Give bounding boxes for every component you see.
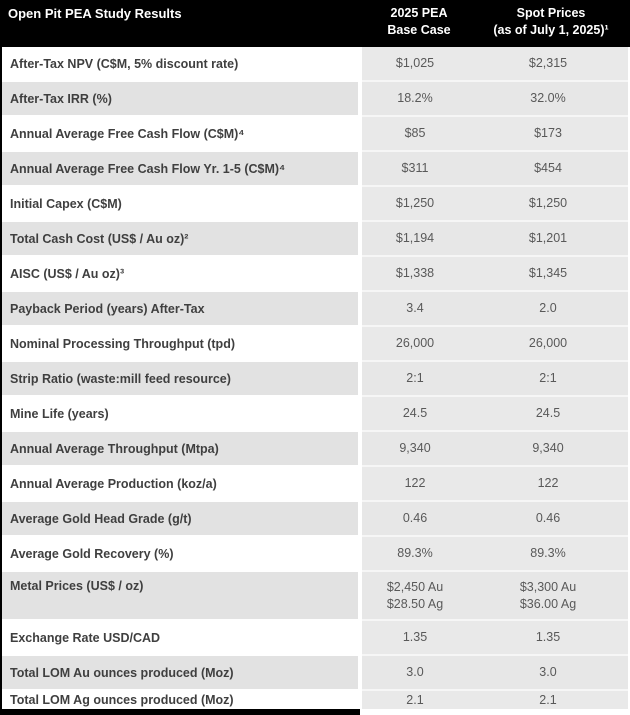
value-base-case (362, 537, 468, 572)
value-spot-price (468, 691, 628, 709)
footer-black-bar (0, 709, 360, 715)
value-base-case (362, 467, 468, 502)
table-title: Open Pit PEA Study Results (8, 6, 182, 21)
value-line1: 24.5 (402, 406, 428, 420)
value-line1: 1.35 (535, 630, 561, 644)
value-line1: 26,000 (395, 336, 435, 350)
value-line1: $1,250 (395, 196, 435, 210)
row-label: AISC (US$ / Au oz)³ (2, 257, 358, 292)
value-spot-price (468, 537, 628, 572)
value-base-case (362, 502, 468, 537)
value-line1: 2.1 (539, 692, 557, 707)
value-line1: 3.0 (406, 665, 424, 679)
row-label: Total Cash Cost (US$ / Au oz)² (2, 222, 358, 257)
value-line1: 24.5 (535, 406, 561, 420)
footer-strip (0, 709, 630, 715)
row-label: Total LOM Ag ounces produced (Moz) (2, 691, 358, 709)
value-line1: 89.3% (530, 546, 566, 560)
row-label: Payback Period (years) After-Tax (2, 292, 358, 327)
table-row (0, 222, 630, 257)
value-base-case (362, 222, 468, 257)
value-base-case (362, 691, 468, 709)
value-line1: $311 (401, 161, 429, 175)
value-spot-price (468, 187, 628, 222)
value-spot-price (468, 572, 628, 621)
value-line1: 32.0% (530, 91, 566, 105)
value-base-case (362, 327, 468, 362)
value-spot-price (468, 467, 628, 502)
value-line1: $1,250 (528, 196, 568, 210)
value-line1: 26,000 (528, 336, 568, 350)
row-label: After-Tax IRR (%) (2, 82, 358, 117)
value-spot-price (468, 47, 628, 82)
table-row (0, 257, 630, 292)
row-label: Annual Average Free Cash Flow Yr. 1-5 (C$M)⁴ (2, 152, 358, 187)
value-line1: $2,315 (528, 56, 568, 70)
value-spot-price (468, 502, 628, 537)
table-row (0, 397, 630, 432)
value-line1: 2:1 (406, 371, 424, 385)
value-spot-price (468, 257, 628, 292)
value-spot-price (468, 432, 628, 467)
table-row (0, 292, 630, 327)
value-line1: 2.0 (539, 301, 557, 315)
table-row (0, 621, 630, 656)
value-line2: $28.50 Ag (386, 596, 444, 611)
value-line1: 18.2% (397, 91, 433, 105)
value-line1: $173 (534, 126, 562, 140)
table-row (0, 432, 630, 467)
table-row (0, 82, 630, 117)
table-row (0, 691, 630, 709)
table-row (0, 656, 630, 691)
value-line1: $1,201 (528, 231, 568, 245)
column-header-base-case (366, 0, 472, 47)
value-line1: $1,194 (395, 231, 435, 245)
value-line1: $1,025 (395, 56, 435, 70)
value-spot-price (468, 152, 628, 187)
value-line1: 122 (537, 476, 559, 490)
value-base-case (362, 397, 468, 432)
value-base-case (362, 572, 468, 621)
value-line1: $1,345 (528, 266, 568, 280)
value-spot-price (468, 222, 628, 257)
row-label: Average Gold Recovery (%) (2, 537, 358, 572)
value-line1: 1.35 (402, 630, 428, 644)
table-row (0, 47, 630, 82)
value-line1: 9,340 (399, 441, 431, 455)
value-line2: $36.00 Ag (519, 596, 577, 611)
value-base-case (362, 362, 468, 397)
table-row (0, 187, 630, 222)
value-base-case (362, 82, 468, 117)
table-row (0, 362, 630, 397)
value-line1: 3.0 (539, 665, 557, 679)
row-label: Total LOM Au ounces produced (Moz) (2, 656, 358, 691)
table-row (0, 327, 630, 362)
value-spot-price (468, 362, 628, 397)
table-header (0, 0, 630, 47)
row-label: Average Gold Head Grade (g/t) (2, 502, 358, 537)
table-body (0, 47, 630, 709)
table-row (0, 467, 630, 502)
value-line1: $454 (534, 161, 562, 175)
value-base-case (362, 656, 468, 691)
value-base-case (362, 187, 468, 222)
footer-white-gap (360, 709, 630, 715)
value-line1: $3,300 Au (519, 579, 577, 594)
value-spot-price (468, 656, 628, 691)
value-line1: 2:1 (539, 371, 557, 385)
value-spot-price (468, 82, 628, 117)
row-label: Exchange Rate USD/CAD (2, 621, 358, 656)
value-line1: 3.4 (406, 301, 424, 315)
row-label: Annual Average Production (koz/a) (2, 467, 358, 502)
value-spot-price (468, 621, 628, 656)
value-line1: $2,450 Au (386, 579, 444, 594)
column-header-base-case-line1: 2025 PEA (390, 6, 448, 20)
value-base-case (362, 117, 468, 152)
table-row (0, 572, 630, 621)
value-base-case (362, 292, 468, 327)
column-header-spot-prices (472, 0, 630, 47)
row-label: Annual Average Free Cash Flow (C$M)⁴ (2, 117, 358, 152)
value-base-case (362, 621, 468, 656)
value-line1: 9,340 (532, 441, 564, 455)
row-label: Mine Life (years) (2, 397, 358, 432)
table-row (0, 117, 630, 152)
column-header-base-case-line2: Base Case (387, 23, 451, 37)
value-spot-price (468, 397, 628, 432)
table-row (0, 152, 630, 187)
value-base-case (362, 432, 468, 467)
value-line1: 0.46 (402, 511, 428, 525)
table-row (0, 537, 630, 572)
row-label: Strip Ratio (waste:mill feed resource) (2, 362, 358, 397)
row-label: Nominal Processing Throughput (tpd) (2, 327, 358, 362)
column-header-spot-line1: Spot Prices (516, 6, 586, 20)
value-line1: 0.46 (535, 511, 561, 525)
value-line1: $1,338 (395, 266, 435, 280)
value-line1: 122 (404, 476, 426, 490)
row-label: Metal Prices (US$ / oz) (2, 572, 358, 621)
value-line1: 89.3% (397, 546, 433, 560)
value-line1: 2.1 (406, 692, 424, 707)
row-label: After-Tax NPV (C$M, 5% discount rate) (2, 47, 358, 82)
value-base-case (362, 152, 468, 187)
row-label: Annual Average Throughput (Mtpa) (2, 432, 358, 467)
value-spot-price (468, 327, 628, 362)
value-spot-price (468, 292, 628, 327)
value-spot-price (468, 117, 628, 152)
value-base-case (362, 257, 468, 292)
value-base-case (362, 47, 468, 82)
row-label: Initial Capex (C$M) (2, 187, 358, 222)
value-line1: $85 (404, 126, 426, 140)
table-row (0, 502, 630, 537)
column-header-spot-line2: (as of July 1, 2025)¹ (493, 23, 609, 37)
